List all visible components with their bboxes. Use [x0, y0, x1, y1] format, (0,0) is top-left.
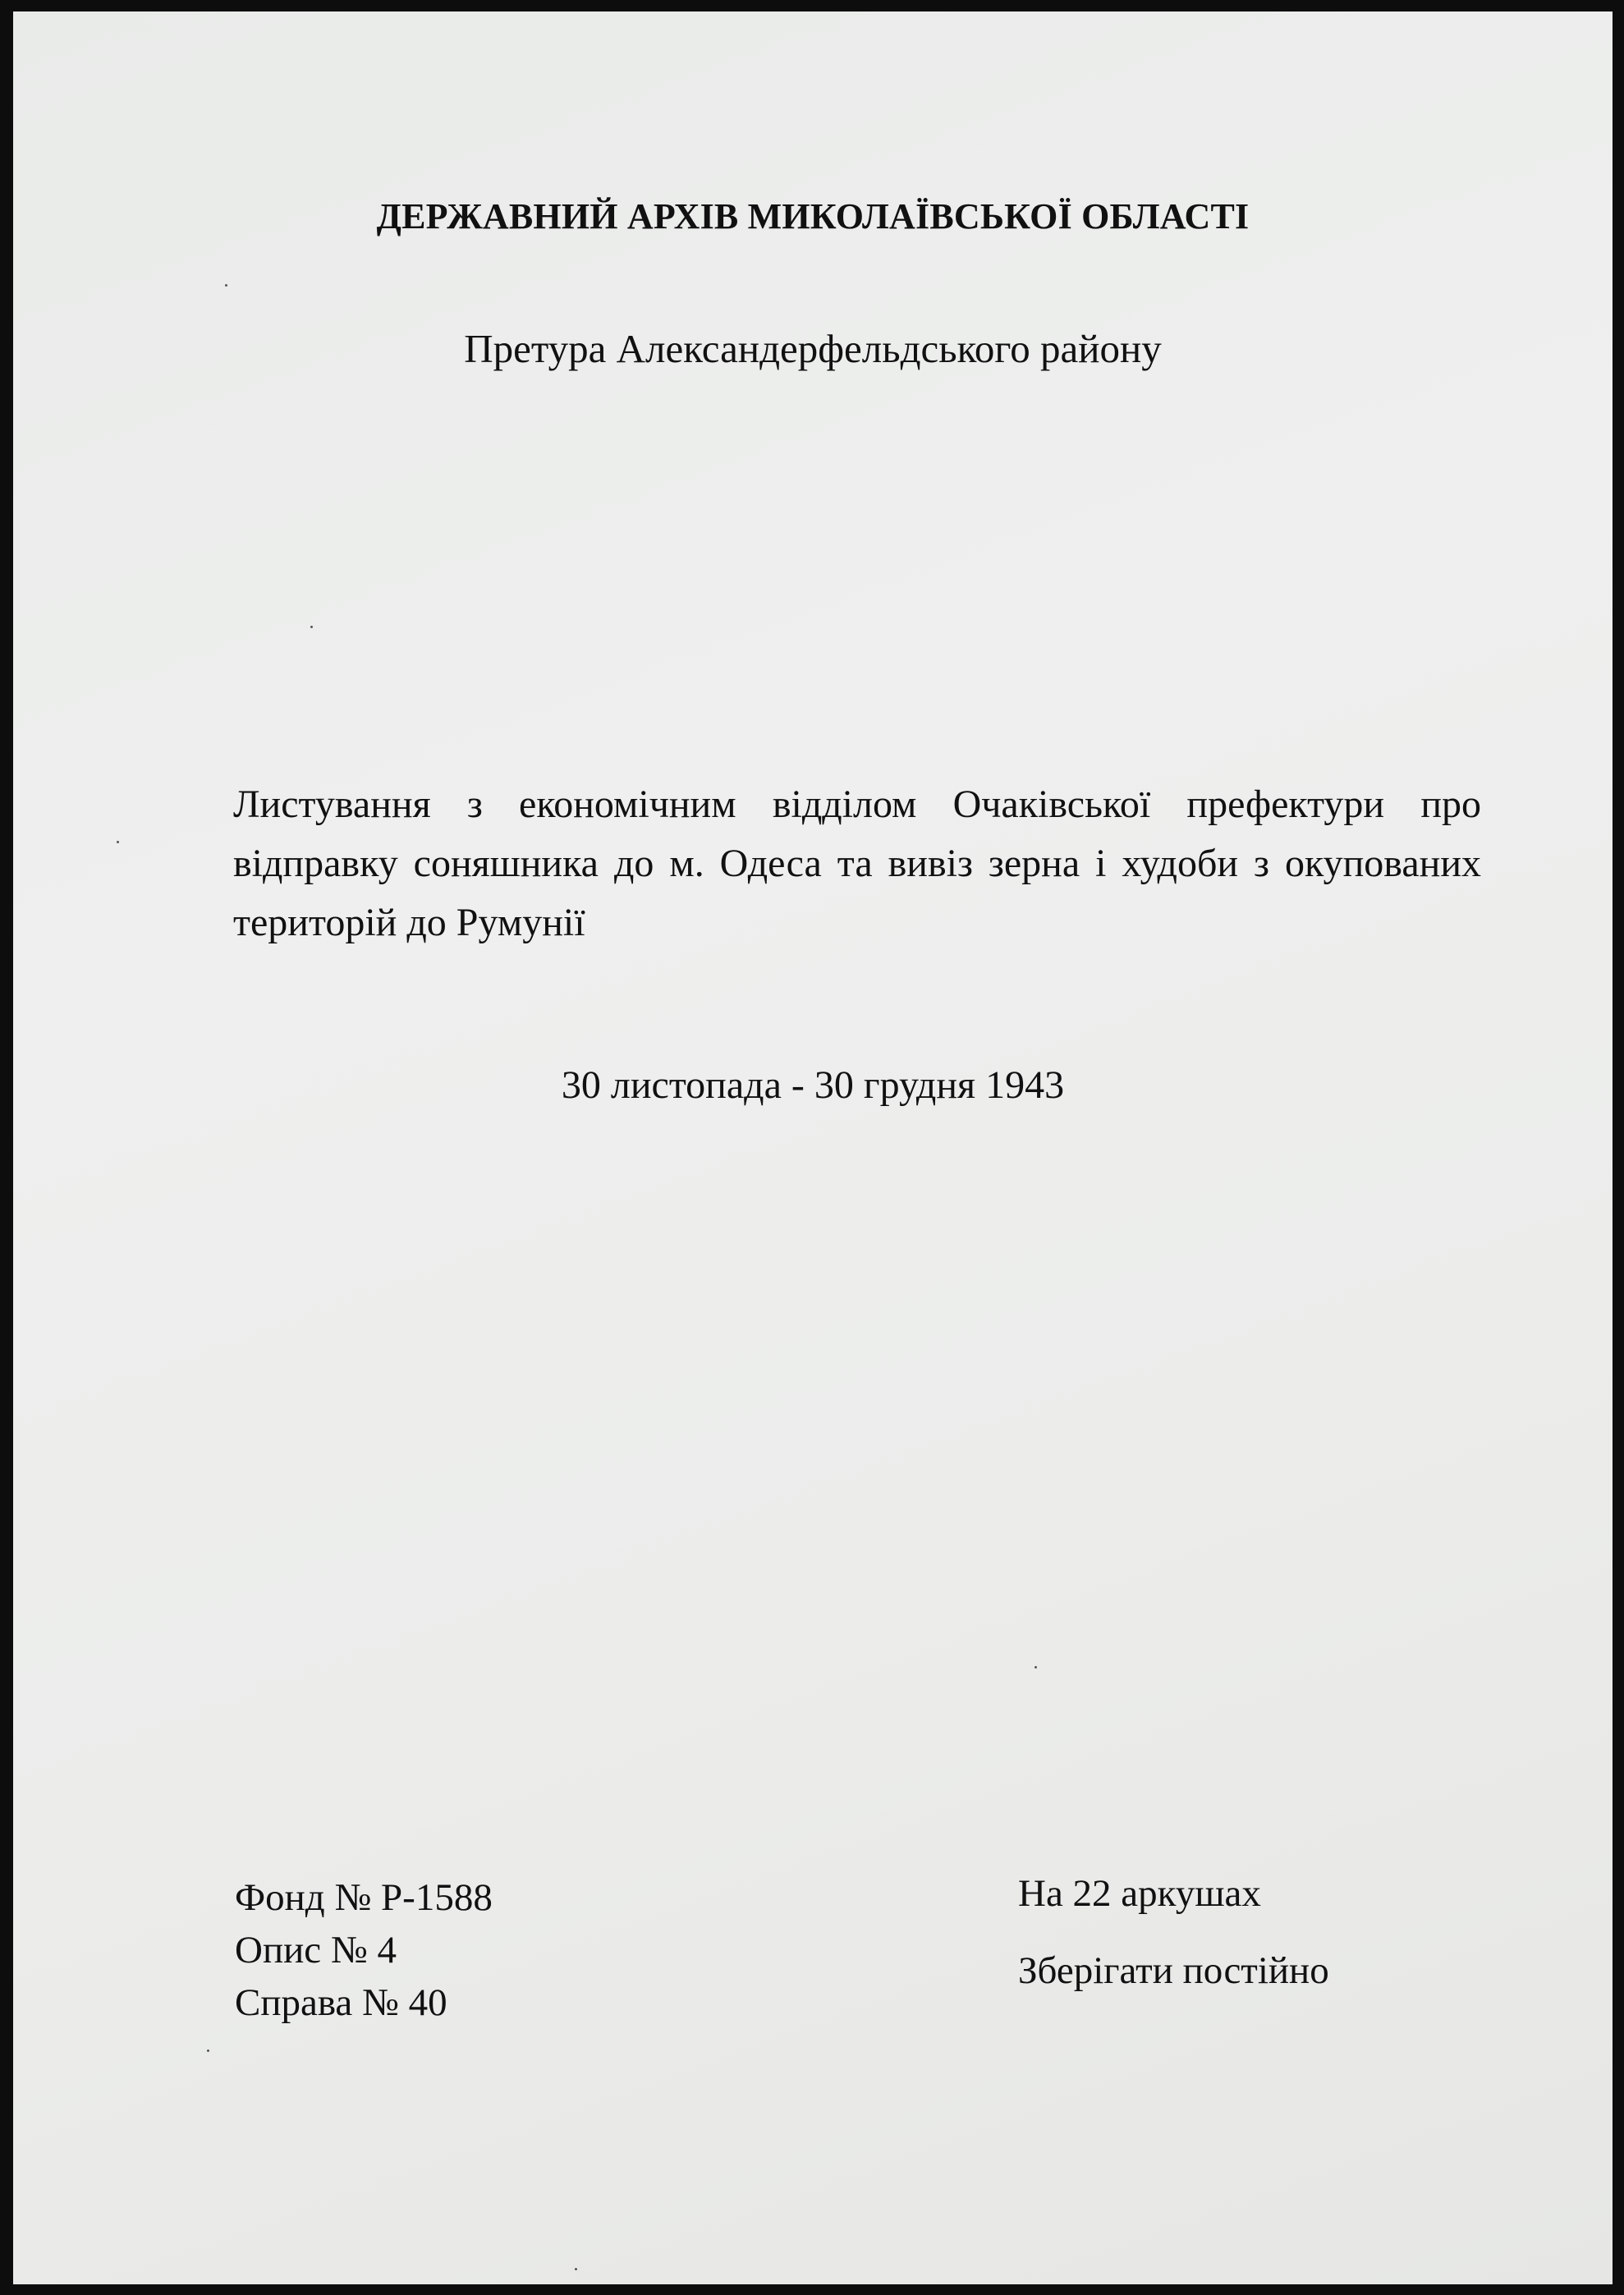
case-description: Листування з економічним відділом Очаківської префектури про відправку соняшника до м. Одеса та вивіз зерна і худоби з окупованих територій до Румунії [233, 783, 1481, 944]
case-details [1018, 1871, 1329, 1993]
paper-speck [310, 626, 313, 628]
retention-note: Зберігати постійно [1018, 1949, 1329, 1992]
fund-name: Претура Александерфельдського району [464, 326, 1162, 371]
paper-sheet [13, 11, 1613, 2284]
paper-speck [207, 2049, 209, 2052]
paper-speck [1034, 1666, 1037, 1668]
sprava-number: Справа № 40 [235, 1981, 447, 2024]
date-range: 30 листопада - 30 грудня 1943 [561, 1063, 1065, 1107]
paper-speck [575, 2268, 577, 2270]
archival-reference [235, 1871, 493, 2029]
opys-number: Опис № 4 [235, 1929, 397, 1971]
paper-speck [117, 841, 119, 843]
paper-speck [225, 284, 227, 287]
sheets-count: На 22 аркушах [1018, 1872, 1261, 1915]
archive-title: ДЕРЖАВНИЙ АРХІВ МИКОЛАЇВСЬКОЇ ОБЛАСТІ [376, 196, 1250, 236]
fond-number: Фонд № Р-1588 [235, 1876, 493, 1919]
